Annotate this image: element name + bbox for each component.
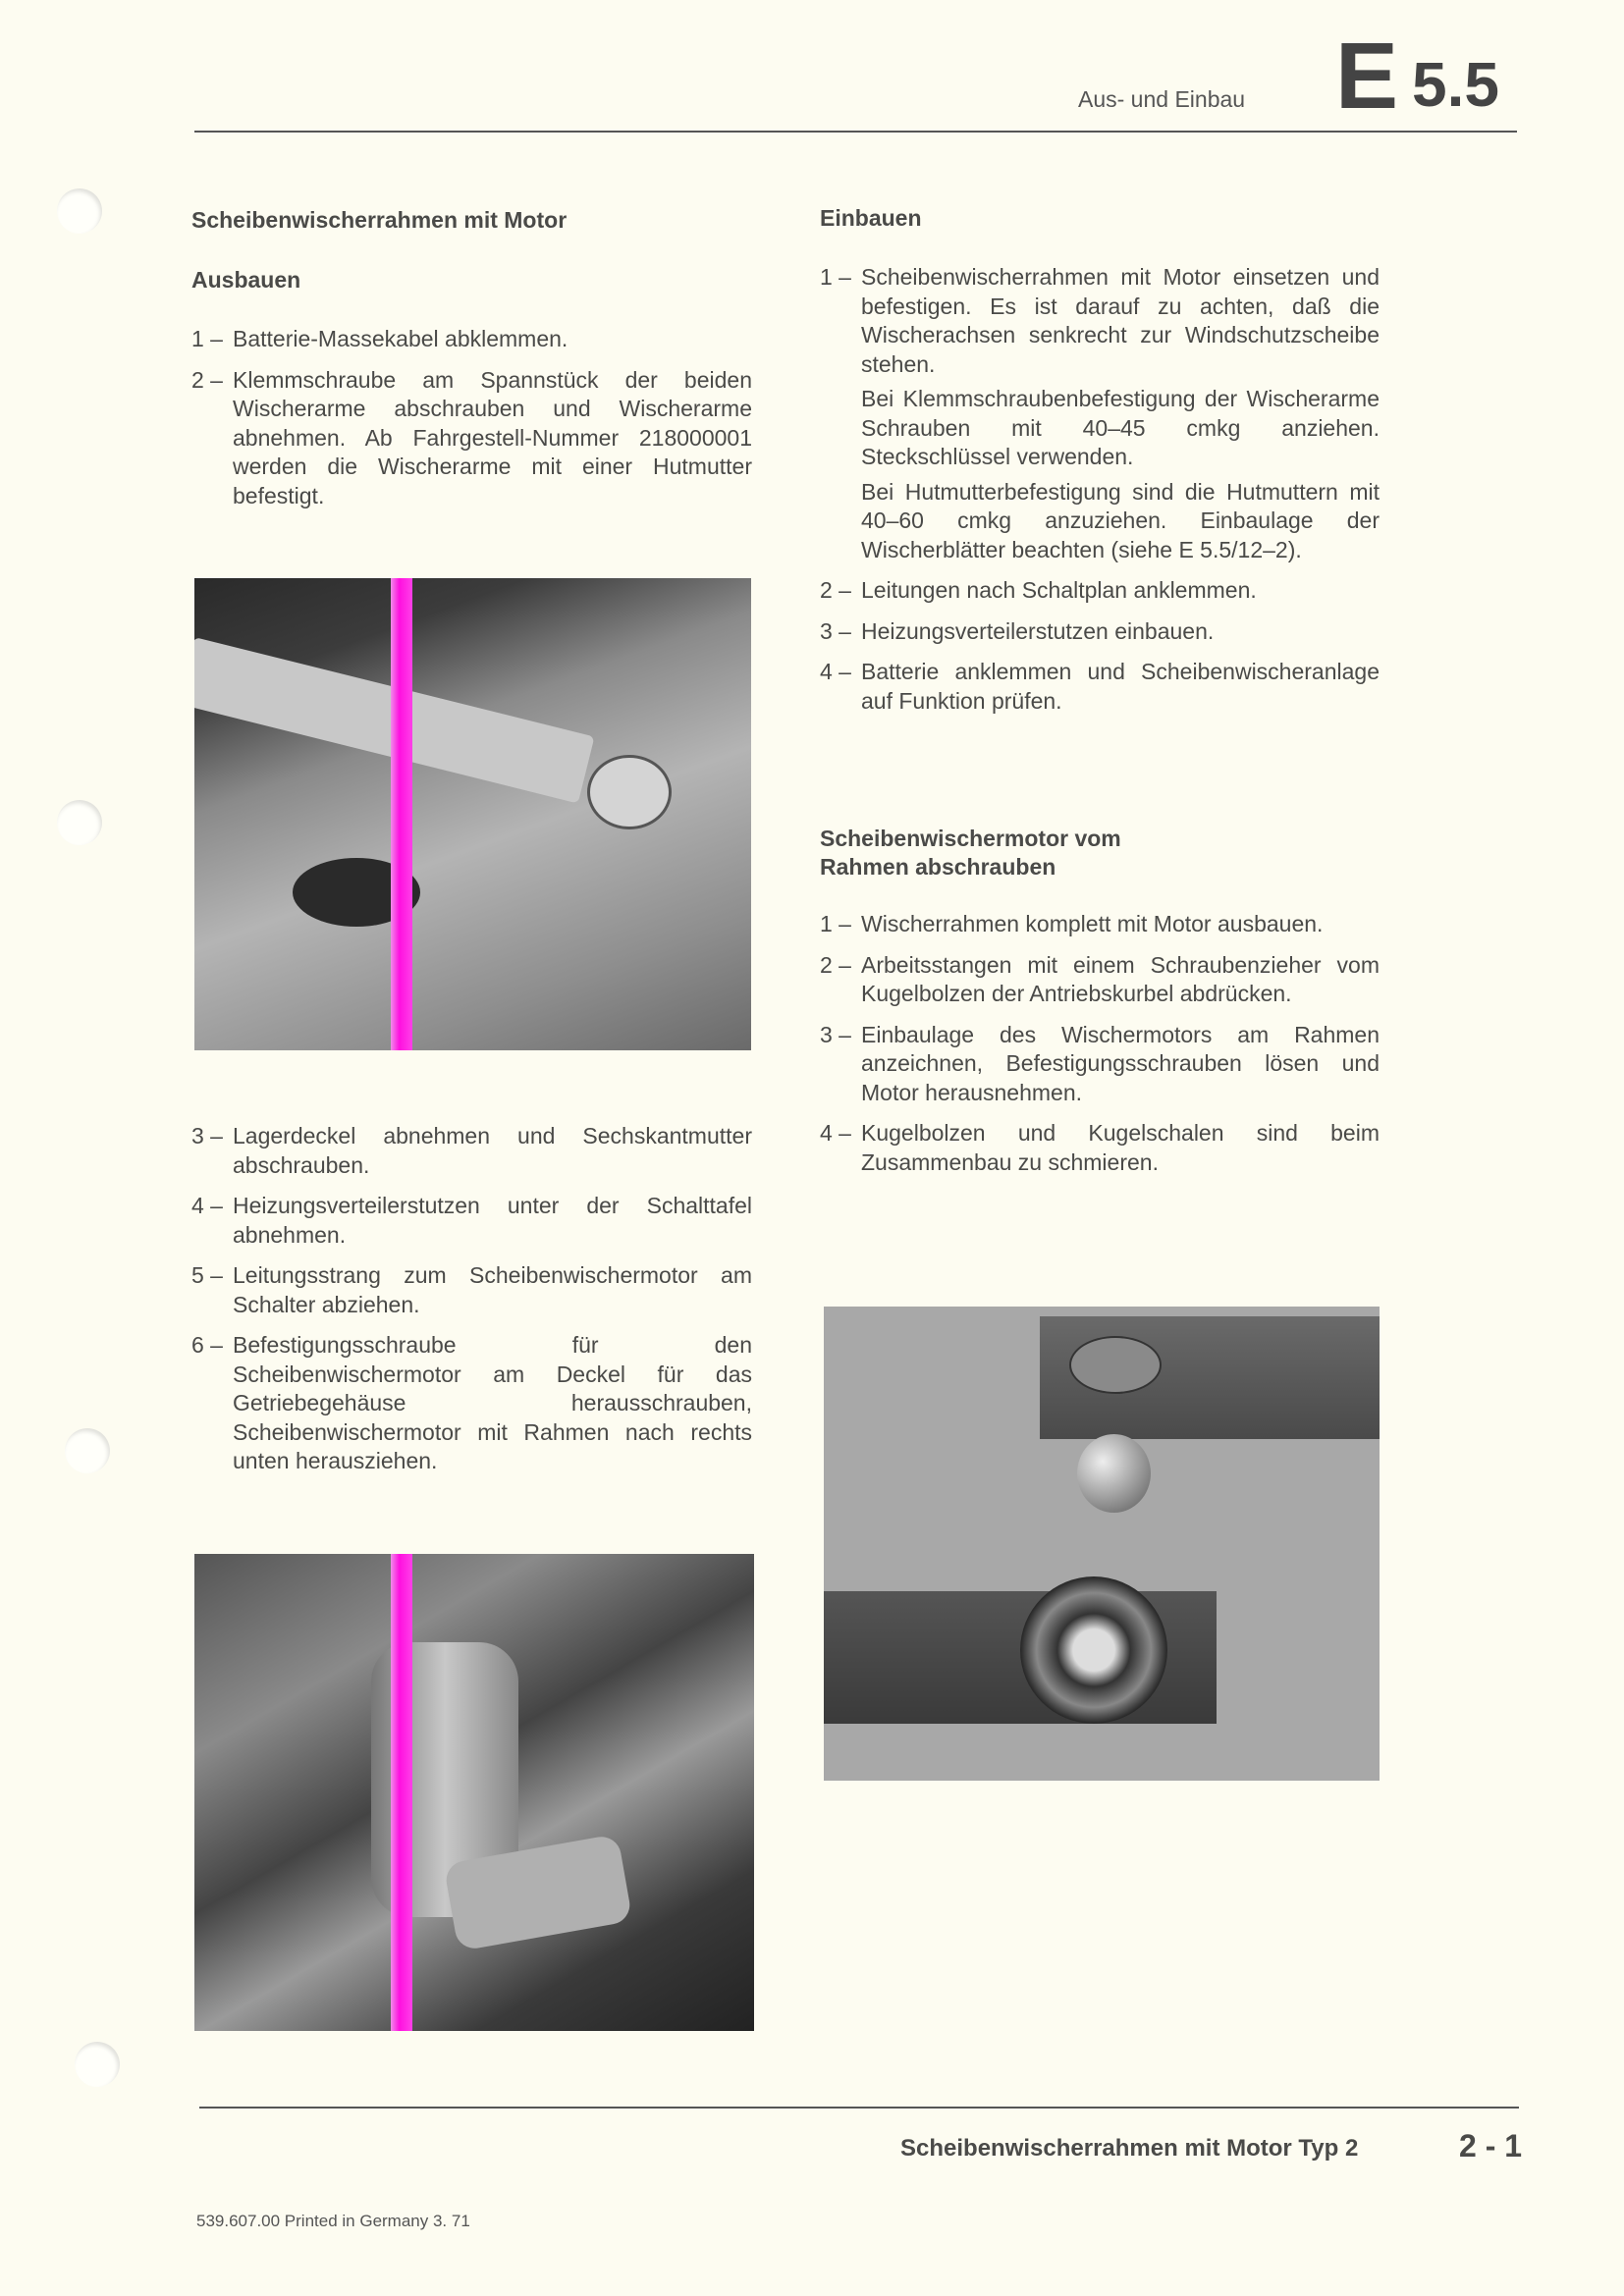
subsection-title-ausbauen: Ausbauen [191, 267, 301, 293]
group-number: 5.5 [1412, 49, 1499, 120]
item-number: 1 – [820, 911, 851, 936]
install-steps-list [820, 263, 1380, 716]
punch-hole [75, 2042, 120, 2087]
list-item [191, 1331, 752, 1476]
item-text: Batterie anklemmen und Scheibenwischeranlage auf Funktion prüfen. [861, 659, 1380, 714]
list-item [191, 366, 752, 511]
list-item [820, 658, 1380, 716]
scan-artifact [391, 1554, 412, 2031]
motor-steps-list [820, 910, 1380, 1177]
item-number: 2 – [820, 577, 851, 603]
ball-stud-shape [1077, 1434, 1151, 1513]
item-number: 4 – [820, 659, 851, 684]
list-item [820, 1021, 1380, 1108]
item-text: Arbeitsstangen mit einem Schraubenzieher vom Kugelbolzen der Antriebskurbel abdrücken. [861, 951, 1380, 1006]
item-number: 3 – [820, 617, 851, 644]
list-item [820, 617, 1380, 647]
crank-cap-shape [1069, 1336, 1162, 1394]
list-item [820, 951, 1380, 1009]
steps-list-b [191, 1122, 752, 1476]
photo-wiper-motor [194, 1554, 754, 2031]
punch-hole [57, 188, 102, 234]
item-text: Heizungsverteilerstutzen unter der Schalttafel abnehmen. [233, 1193, 752, 1248]
item-text: Leitungsstrang zum Scheibenwischermotor am Schalter abziehen. [233, 1262, 752, 1317]
subsection-title-motor: Scheibenwischermotor vom [820, 826, 1121, 851]
item-number: 1 – [820, 264, 851, 290]
steps-list-a [191, 325, 752, 510]
item-number: 1 – [191, 326, 223, 351]
subsection-title-einbauen: Einbauen [820, 205, 922, 231]
page-number: 2 - 1 [1459, 2128, 1523, 2163]
list-item [191, 1122, 752, 1180]
list-item [820, 910, 1380, 939]
print-info: 539.607.00 Printed in Germany 3. 71 [196, 2212, 470, 2230]
item-text: Scheibenwischerrahmen mit Motor einsetzen und befestigen. Es ist darauf zu achten, daß die Wischerachsen senkrecht zur Windschutzscheibe stehen. [861, 264, 1380, 377]
item-number: 2 – [191, 366, 223, 393]
item-note: Bei Hutmutterbefestigung sind die Hutmuttern mit 40–60 cmkg anzuziehen. Einbaulage der Wischerblätter beachten (siehe E 5.5/12–2). [861, 478, 1380, 562]
list-item [820, 263, 1380, 564]
list-item [191, 325, 752, 354]
item-note: Bei Klemmschraubenbefestigung der Wischerarme Schrauben mit 40–45 cmkg anziehen. Steckschlüssel verwenden. [861, 386, 1380, 469]
list-item [191, 1261, 752, 1319]
header-rule [194, 131, 1517, 133]
right-column [820, 204, 1380, 727]
item-number: 3 – [820, 1021, 851, 1047]
left-column-continued [191, 1122, 752, 1488]
list-item [820, 576, 1380, 606]
item-number: 4 – [191, 1193, 223, 1218]
item-number: 3 – [191, 1123, 223, 1148]
item-text: Heizungsverteilerstutzen einbauen. [861, 617, 1215, 644]
item-text: Leitungen nach Schaltplan anklemmen. [861, 577, 1257, 603]
punch-hole [57, 800, 102, 845]
footer-rule [199, 2107, 1519, 2109]
item-text: Batterie-Massekabel abklemmen. [233, 326, 568, 351]
scan-artifact [391, 578, 412, 1050]
item-number: 5 – [191, 1262, 223, 1288]
footer-title: Scheibenwischerrahmen mit Motor Typ 2 [900, 2135, 1359, 2162]
list-item [820, 1119, 1380, 1177]
group-letter: E [1335, 24, 1399, 129]
left-column [191, 206, 752, 522]
right-column-section2 [820, 825, 1380, 1189]
item-text: Lagerdeckel abnehmen und Sechskantmutter abschrauben. [233, 1123, 752, 1178]
item-text: Einbaulage des Wischermotors am Rahmen anzeichnen, Befestigungsschrauben lösen und Motor herausnehmen. [861, 1021, 1380, 1105]
subsection-title-motor-line2: Rahmen abschrauben [820, 854, 1056, 880]
item-number: 4 – [820, 1120, 851, 1146]
punch-hole [65, 1428, 110, 1473]
hex-nut-shape [587, 755, 672, 829]
item-number: 2 – [820, 951, 851, 978]
item-number: 6 – [191, 1332, 223, 1358]
item-text: Befestigungsschraube für den Scheibenwischermotor am Deckel für das Getriebegehäuse herausschrauben, Scheibenwischermotor mit Rahmen nach rechts unten herausziehen. [233, 1332, 752, 1473]
list-item [191, 1192, 752, 1250]
section-title: Scheibenwischerrahmen mit Motor [191, 207, 568, 233]
item-text: Kugelbolzen und Kugelschalen sind beim Zusammenbau zu schmieren. [861, 1120, 1380, 1175]
item-text: Klemmschraube am Spannstück der beiden Wischerarme abschrauben und Wischerarme abnehmen. Ab Fahrgestell-Nummer 218000001 werden die Wischerarme mit einer Hutmutter befestigt. [233, 366, 752, 508]
ball-socket-shape [1020, 1576, 1167, 1724]
section-label: Aus- und Einbau [1078, 86, 1246, 112]
photo-ball-joint [824, 1307, 1380, 1781]
photo-wiper-arm-nut [194, 578, 751, 1050]
item-text: Wischerrahmen komplett mit Motor ausbauen. [861, 911, 1324, 936]
